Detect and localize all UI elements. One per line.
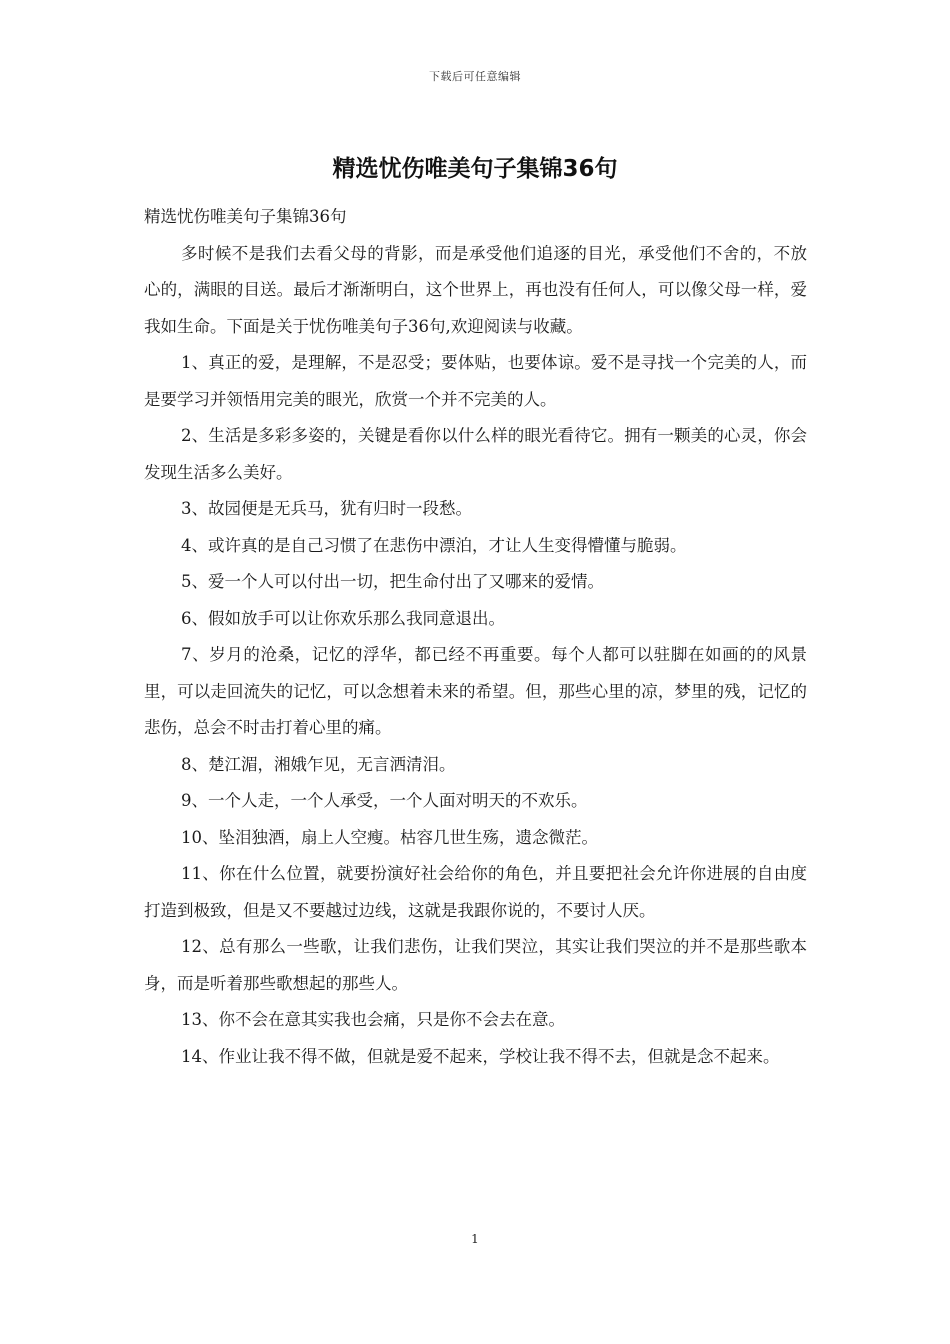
header-note: 下载后可任意编辑	[429, 70, 521, 83]
list-item: 9、一个人走，一个人承受，一个人面对明天的不欢乐。	[181, 791, 588, 810]
list-item: 7、岁月的沧桑，记忆的浮华，都已经不再重要。每个人都可以驻脚在如画的的风景里，可以走回流失的记忆，可以念想着未来的希望。但，那些心里的凉，梦里的残，记忆的悲伤，总会不时击打着心里的痛。	[144, 645, 807, 737]
list-item: 11、你在什么位置，就要扮演好社会给你的角色，并且要把社会允许你进展的自由度打造到极致，但是又不要越过边线，这就是我跟你说的，不要讨人厌。	[144, 864, 807, 920]
document-subtitle: 精选忧伤唯美句子集锦36句	[144, 207, 347, 226]
document-title: 精选忧伤唯美句子集锦36句	[332, 156, 618, 182]
document-body	[144, 199, 807, 1075]
list-item: 8、楚江湄，湘娥乍见，无言洒清泪。	[181, 754, 456, 774]
list-item: 1、真正的爱，是理解，不是忍受；要体贴，也要体谅。爱不是寻找一个完美的人，而是要学习并领悟用完美的眼光，欣赏一个并不完美的人。	[144, 353, 807, 409]
intro-paragraph: 多时候不是我们去看父母的背影，而是承受他们追逐的目光，承受他们不舍的，不放心的，满眼的目送。最后才渐渐明白，这个世界上，再也没有任何人，可以像父母一样，爱我如生命。下面是关于忧伤唯美句子36句,欢迎阅读与收藏。	[144, 243, 807, 336]
page-number: 1	[471, 1232, 479, 1246]
list-item: 6、假如放手可以让你欢乐那么我同意退出。	[181, 608, 505, 628]
list-item: 14、作业让我不得不做，但就是爱不起来，学校让我不得不去，但就是念不起来。	[181, 1046, 780, 1066]
list-item: 12、总有那么一些歌，让我们悲伤，让我们哭泣，其实让我们哭泣的并不是那些歌本身，而是听着那些歌想起的那些人。	[144, 937, 807, 993]
list-item: 2、生活是多彩多姿的，关键是看你以什么样的眼光看待它。拥有一颗美的心灵，你会发现生活多么美好。	[144, 426, 807, 482]
list-item: 13、你不会在意其实我也会痛，只是你不会去在意。	[181, 1010, 565, 1029]
list-item: 10、坠泪独酒，扇上人空瘦。枯容几世生殇，遗念微茫。	[181, 827, 598, 847]
list-item: 5、爱一个人可以付出一切，把生命付出了又哪来的爱情。	[181, 572, 604, 591]
list-item: 3、故园便是无兵马，犹有归时一段愁。	[181, 499, 472, 518]
list-item: 4、或许真的是自己习惯了在悲伤中漂泊，才让人生变得懵懂与脆弱。	[181, 535, 687, 555]
